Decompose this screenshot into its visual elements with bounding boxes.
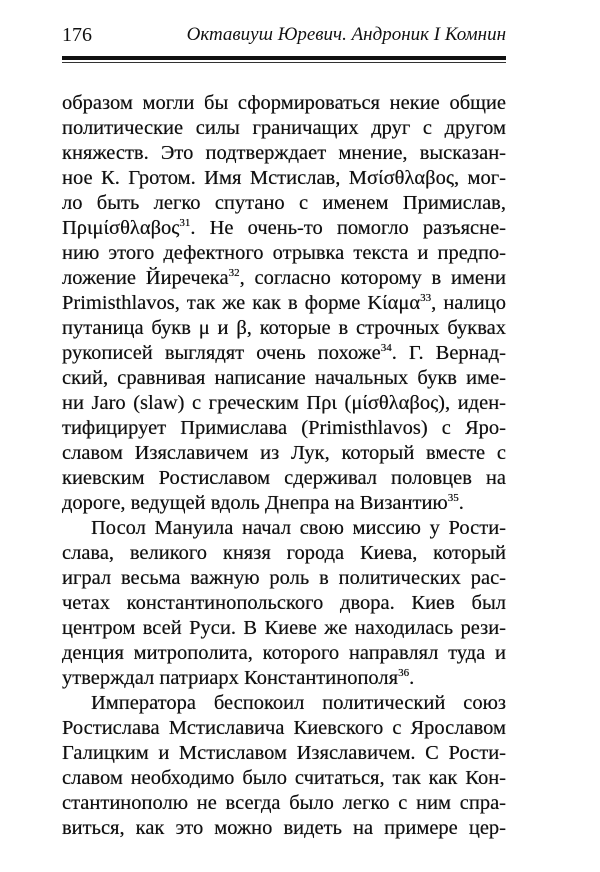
text-run: слава, великого князя города Киева, который <box>62 542 506 564</box>
text-run: . <box>409 667 415 689</box>
text-run: виться, как это можно видеть на примере цер- <box>62 817 506 839</box>
text-run: ложение Йиречека <box>62 267 229 289</box>
text-run: ни Jaro (slaw) с греческим Πρι (μίσθλαβος), иден- <box>62 392 506 414</box>
text-line <box>62 641 506 666</box>
text-run: играл весьма важную роль в политических рас- <box>62 567 506 589</box>
header-rule-thin <box>62 62 506 63</box>
page-number: 176 <box>62 24 92 46</box>
body-text <box>62 91 506 841</box>
text-run: образом могли бы сформироваться некие общие <box>62 92 506 114</box>
text-run: Императора беспокоил политический союз <box>91 692 506 714</box>
text-line <box>62 291 506 316</box>
text-run: . Г. Вернад- <box>391 342 507 364</box>
paragraph <box>62 691 506 841</box>
text-line <box>62 716 506 741</box>
footnote-ref: 32 <box>228 267 240 279</box>
text-run: тифицирует Примислава (Primisthlavos) с Яро- <box>62 417 506 439</box>
text-line <box>62 466 506 491</box>
text-line <box>62 691 506 716</box>
text-run: ное К. Гротом. Имя Мстислав, Μσίσθλαβος, мог- <box>62 167 506 189</box>
header-rule-thick <box>62 56 506 60</box>
text-line <box>62 191 506 216</box>
text-run: киевским Ростиславом сдерживал половцев на <box>62 467 506 489</box>
text-line <box>62 816 506 841</box>
running-title: Октавиуш Юревич. Андроник I Комнин <box>186 24 506 45</box>
text-line <box>62 441 506 466</box>
text-run: денция митрополита, которого направлял туда и <box>62 642 506 664</box>
footnote-ref: 36 <box>398 667 410 679</box>
text-line <box>62 491 506 516</box>
text-run: Ростислава Мстиславича Киевского с Ярославом <box>62 717 506 739</box>
text-run: нию этого дефектного отрывка текста и предпо- <box>62 242 506 264</box>
text-run: . <box>458 492 464 514</box>
text-line <box>62 666 506 691</box>
paragraph <box>62 91 506 516</box>
text-line <box>62 116 506 141</box>
text-run: путаница букв μ и β, которые в строчных буквах <box>62 317 506 339</box>
text-run: четах константинопольского двора. Киев был <box>62 592 506 614</box>
text-line <box>62 616 506 641</box>
text-line <box>62 266 506 291</box>
text-run: ский, сравнивая написание начальных букв име- <box>62 367 506 389</box>
text-run: славом необходимо было считаться, так как Кон- <box>62 767 506 789</box>
paragraph <box>62 516 506 691</box>
text-run: дороге, ведущей вдоль Днепра на Византию <box>62 492 448 514</box>
text-line <box>62 241 506 266</box>
text-line <box>62 216 506 241</box>
text-run: , согласно которому в имени <box>239 267 506 289</box>
text-line <box>62 141 506 166</box>
text-run: Primisthlavos, так же как в форме Κίαμα <box>62 292 421 314</box>
text-line <box>62 791 506 816</box>
text-run: Посол Мануила начал свою миссию у Рости- <box>91 517 506 539</box>
text-run: Πριμίσθλαβος <box>62 217 180 239</box>
text-line <box>62 166 506 191</box>
running-header <box>62 24 506 50</box>
text-line <box>62 566 506 591</box>
text-run: княжеств. Это подтверждает мнение, высказан- <box>62 142 506 164</box>
text-run: . Не очень-то помогло разъясне- <box>190 217 506 239</box>
text-run: политические силы граничащих друг с другом <box>62 117 506 139</box>
text-line <box>62 741 506 766</box>
footnote-ref: 34 <box>380 342 392 354</box>
text-line <box>62 341 506 366</box>
text-run: рукописей выглядят очень похоже <box>62 342 381 364</box>
text-line <box>62 91 506 116</box>
text-line <box>62 516 506 541</box>
footnote-ref: 31 <box>179 217 191 229</box>
text-run: стантинополю не всегда было легко с ним спра- <box>62 792 506 814</box>
text-line <box>62 416 506 441</box>
text-line <box>62 766 506 791</box>
text-line <box>62 316 506 341</box>
footnote-ref: 35 <box>447 492 459 504</box>
text-line <box>62 391 506 416</box>
text-run: Галицким и Мстиславом Изяславичем. С Рости- <box>62 742 506 764</box>
text-run: ло быть легко спутано с именем Примислав, <box>62 192 506 214</box>
text-line <box>62 541 506 566</box>
text-run: , налицо <box>431 292 506 314</box>
text-run: славом Изяславичем из Лук, который вместе с <box>62 442 506 464</box>
text-run: утверждал патриарх Константинополя <box>62 667 399 689</box>
text-run: центром всей Руси. В Киеве же находилась рези- <box>62 617 506 639</box>
footnote-ref: 33 <box>420 292 432 304</box>
text-line <box>62 591 506 616</box>
text-line <box>62 366 506 391</box>
